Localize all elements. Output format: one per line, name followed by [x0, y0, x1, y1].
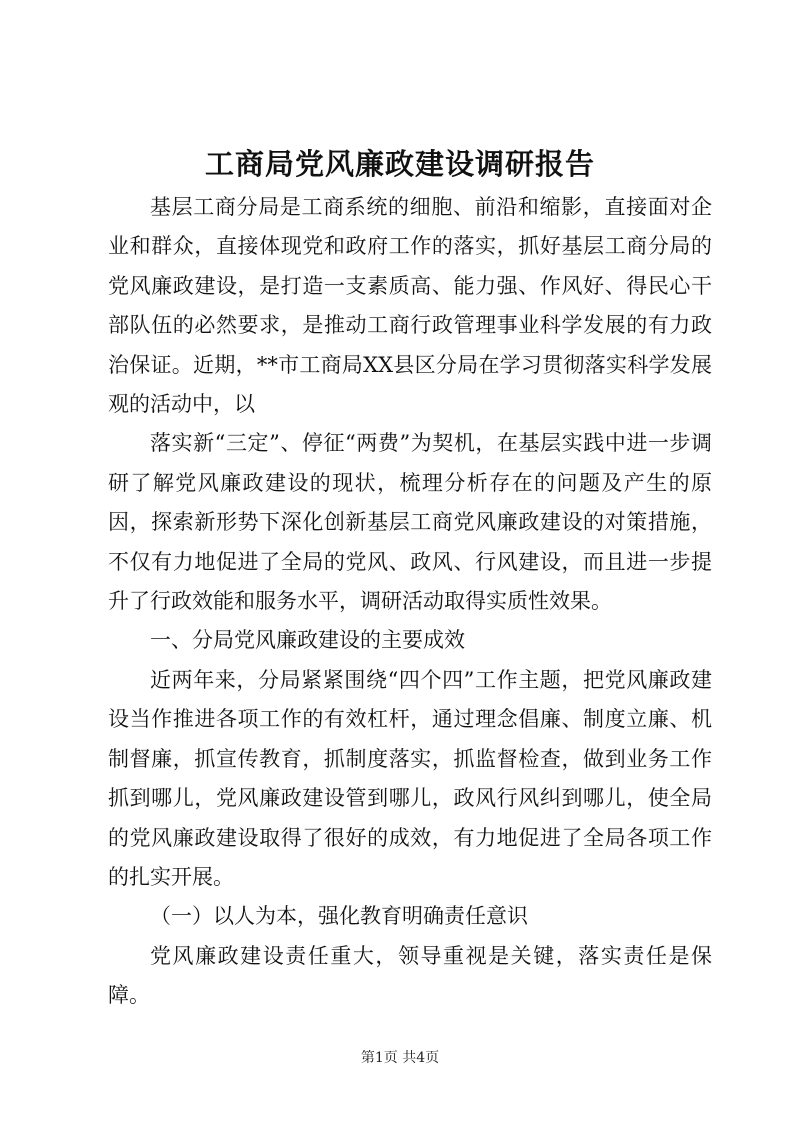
paragraph-responsibility: 党风廉政建设责任重大，领导重视是关键，落实责任是保障。 [108, 943, 712, 1008]
paragraph-intro: 基层工商分局是工商系统的细胞、前沿和缩影，直接面对企业和群众，直接体现党和政府工作的落实，抓好基层工商分局的党风廉政建设，是打造一支素质高、能力强、作风好、得民心干部队伍的必然要求，是推动工商行政管理事业科学发展的有力政治保证。近期，**市工商局XX县区分局在学习贯彻落实科学发展观的活动中，以 [108, 195, 712, 417]
paragraph-achievements: 近两年来，分局紧紧围绕“四个四”工作主题，把党风廉政建设当作推进各项工作的有效杠杆，通过理念倡廉、制度立廉、机制督廉，抓宣传教育，抓制度落实，抓监督检查，做到业务工作抓到哪儿，党风廉政建设管到哪儿，政风行风纠到哪儿，使全局的党风廉政建设取得了很好的成效，有力地促进了全局各项工作的扎实开展。 [108, 667, 712, 889]
paragraph-survey: 落实新“三定”、停征“两费”为契机，在基层实践中进一步调研了解党风廉政建设的现状，梳理分析存在的问题及产生的原因，探索新形势下深化创新基层工商党风廉政建设的对策措施，不仅有力地促进了全局的党风、政风、行风建设，而且进一步提升了行政效能和服务水平，调研活动取得实质性效果。 [108, 431, 712, 614]
page-number-footer: 第1页 共4页 [360, 1050, 440, 1066]
subsection-heading-1: （一）以人为本，强化教育明确责任意识 [150, 904, 528, 929]
document-title: 工商局党风廉政建设调研报告 [204, 147, 595, 181]
section-heading-1: 一、分局党风廉政建设的主要成效 [150, 628, 465, 653]
document-body [108, 188, 712, 1016]
